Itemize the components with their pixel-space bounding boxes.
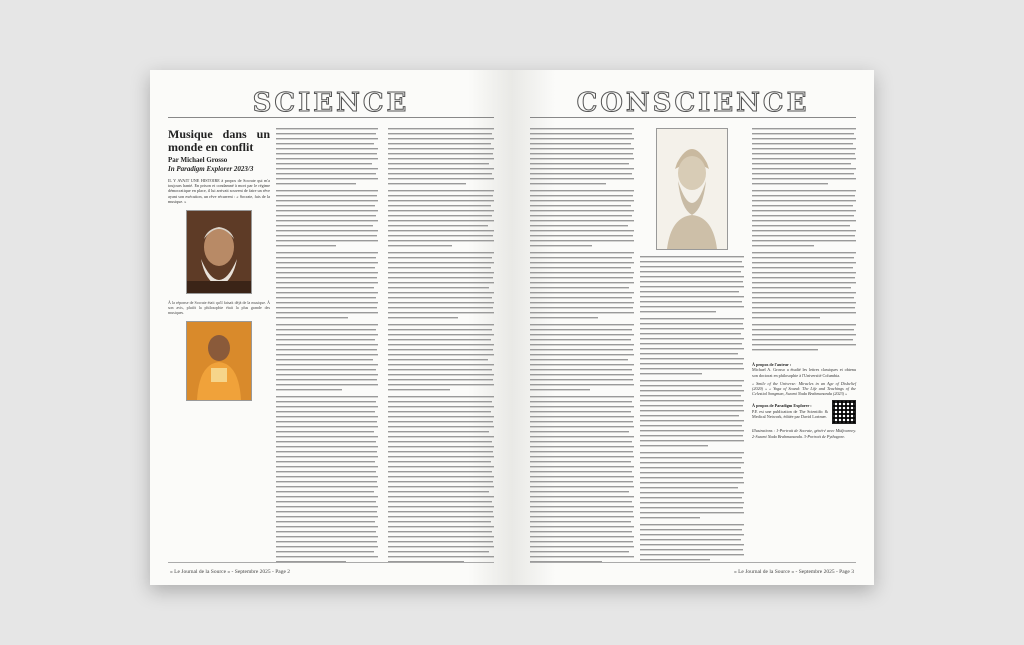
- footer-rule: [530, 562, 856, 563]
- left-page-header: SCIENCE: [252, 88, 410, 118]
- header-rule: [168, 117, 494, 118]
- text-lines-graphic: [752, 128, 856, 358]
- about-author-heading: À propos de l'auteur :: [752, 362, 792, 368]
- socrates-portrait-image: [186, 210, 252, 294]
- right-page-footer: « Le Journal de la Source » - Septembre 2025 - Page 3: [733, 569, 854, 575]
- right-page-header: CONSCIENCE: [576, 88, 810, 118]
- right-column-1: [530, 128, 634, 569]
- left-column-2: [276, 128, 378, 569]
- magazine-spread: [150, 70, 874, 585]
- paradigm-text: P.E est une publication de The Scientific & Medical Network, éditée par David Lorimer.: [752, 408, 828, 419]
- qr-code-icon: [832, 400, 856, 424]
- article-author: Par Michael Grosso: [168, 156, 228, 164]
- left-page-footer: « Le Journal de la Source » - Septembre 2025 - Page 2: [170, 569, 291, 575]
- about-author-text: Michael A. Grosso a étudié les lettres classiques et obtenu son doctorat en philosophie à l'Université Columbia.: [752, 367, 856, 378]
- left-page: [150, 70, 512, 585]
- pythagoras-bust-image: [656, 128, 728, 250]
- article-source: In Paradigm Explorer 2023/3: [168, 165, 254, 173]
- swami-nada-photo: [186, 321, 252, 401]
- left-column-1: [168, 128, 270, 407]
- article-intro: IL Y AVAIT UNE HISTOIRE à propos de Socrate qui m'a toujours hanté. En prison et condamné à mort par le régime démocratique en place, il lui arrivait souvent de faire un rêve ayant son exécution, un rêve récurrent : « Socrate, fais de la musique. »: [168, 178, 270, 204]
- illustrations-credits: Illustrations : 1-Portrait de Socrate, généré avec Midjourney. 2-Swami Nada Brahmananda. 3-Portrait de Pythagore.: [752, 428, 856, 439]
- right-column-2: [640, 128, 744, 567]
- left-column-3: [388, 128, 494, 569]
- photo-caption: À la réponse de Socrate était qu'il faisait déjà de la musique. À son avis, plutôt la philosophie était la plus grande des musiques.: [168, 300, 270, 316]
- text-lines-graphic: [530, 128, 634, 568]
- paradigm-block: [752, 400, 856, 424]
- paradigm-text-block: [752, 400, 828, 419]
- header-rule: [530, 117, 856, 118]
- text-lines-graphic: [276, 128, 378, 568]
- right-column-3: [752, 128, 856, 439]
- footer-rule: [168, 562, 494, 563]
- paradigm-heading: À propos de Paradigm Explorer :: [752, 403, 812, 409]
- text-lines-graphic: [640, 256, 744, 566]
- body-text-block: [276, 128, 378, 569]
- right-page: [512, 70, 874, 585]
- article-title: Musique dans un monde en conflit: [168, 127, 270, 154]
- books-list: « Smile of the Universe: Miracles in an Age of Disbelief (2020) » « Yoga of Sound: The Life and Teachings of the Celestial Songman, Swami Nada Brahmananda (2023) »: [752, 380, 856, 397]
- text-lines-graphic: [388, 128, 494, 568]
